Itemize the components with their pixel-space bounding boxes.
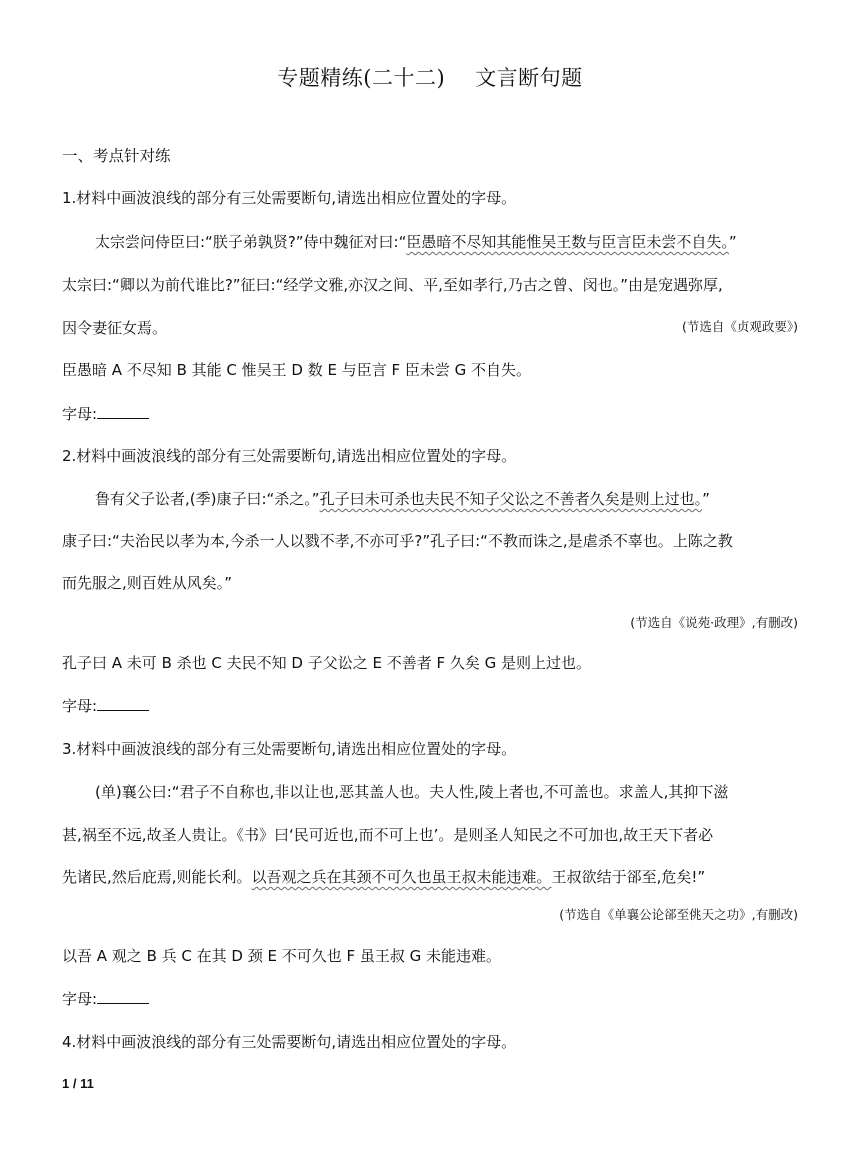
question-3-passage-line-1: (单)襄公曰:“君子不自称也,非以让也,恶其盖人也。夫人性,陵上者也,不可盖也。求盖人,其抑下滋 xyxy=(95,783,729,801)
answer-blank[interactable] xyxy=(97,404,149,419)
question-2-source: (节选自《说苑·政理》,有删改) xyxy=(630,615,798,630)
page-number: 1 / 11 xyxy=(62,1076,94,1091)
title-main: 专题精练(二十二) xyxy=(277,66,446,90)
question-3-answer xyxy=(62,988,798,1010)
answer-blank[interactable] xyxy=(97,696,149,711)
question-3-options: 以吾 A 观之 B 兵 C 在其 D 颈 E 不可久也 F 虽王叔 G 未能违难。 xyxy=(62,947,502,965)
question-1-prompt: 1.材料中画波浪线的部分有三处需要断句,请选出相应位置处的字母。 xyxy=(62,189,517,207)
answer-label: 字母: xyxy=(62,697,98,715)
question-1-wavy-text: 臣愚暗不尽知其能惟吴王数与臣言臣未尝不自失。 xyxy=(406,233,729,251)
question-2-options: 孔子曰 A 未可 B 杀也 C 夫民不知 D 子父讼之 E 不善者 F 久矣 G 是则上过也。 xyxy=(62,654,592,672)
question-1-options: 臣愚暗 A 不尽知 B 其能 C 惟吴王 D 数 E 与臣言 F 臣未尝 G 不自失。 xyxy=(62,361,532,379)
question-2-passage-line-2: 康子曰:“夫治民以孝为本,今杀一人以戮不孝,不亦可乎?”孔子曰:“不教而诛之,是虐杀不辜也。上陈之教 xyxy=(62,532,733,550)
question-2-passage-line-1: 鲁有父子讼者,(季)康子曰:“杀之。”孔子曰未可杀也夫民不知子父讼之不善者久矣是则上过也。” xyxy=(95,490,710,508)
answer-label: 字母: xyxy=(62,405,98,423)
question-3-passage-line-2: 甚,祸至不远,故圣人贵让。《书》曰‘民可近也,而不可上也’。是则圣人知民之不可加也,故王天下者必 xyxy=(62,826,714,844)
page-title xyxy=(0,62,860,92)
question-2-answer xyxy=(62,695,798,717)
question-3-prompt: 3.材料中画波浪线的部分有三处需要断句,请选出相应位置处的字母。 xyxy=(62,740,517,758)
question-1-source: (节选自《贞观政要》) xyxy=(681,319,798,334)
answer-blank[interactable] xyxy=(97,989,149,1004)
answer-label: 字母: xyxy=(62,990,98,1008)
question-2-wavy-text: 孔子曰未可杀也夫民不知子父讼之不善者久矣是则上过也。 xyxy=(319,490,703,508)
question-3-passage-line-3: 先诸民,然后庇焉,则能长利。以吾观之兵在其颈不可久也虽王叔未能违难。王叔欲结于郤至,危矣!” xyxy=(62,868,706,886)
question-2-passage-line-3: 而先服之,则百姓从风矣。” xyxy=(62,574,233,592)
question-1-passage-line-3: 因令妻征女焉。 xyxy=(62,319,168,337)
question-1-passage-line-2: 太宗曰:“卿以为前代谁比?”征曰:“经学文雅,亦汉之间、平,至如孝行,乃古之曾、闵也。”由是宠遇弥厚, xyxy=(62,276,723,294)
question-3-source: (节选自《单襄公论郤至佻天之功》,有删改) xyxy=(559,907,798,922)
question-2-prompt: 2.材料中画波浪线的部分有三处需要断句,请选出相应位置处的字母。 xyxy=(62,447,517,465)
question-3-wavy-text: 以吾观之兵在其颈不可久也虽王叔未能违难。 xyxy=(251,868,552,886)
question-4-prompt: 4.材料中画波浪线的部分有三处需要断句,请选出相应位置处的字母。 xyxy=(62,1033,517,1051)
question-1-passage-line-1: 太宗尝问侍臣曰:“朕子弟孰贤?”侍中魏征对曰:“臣愚暗不尽知其能惟吴王数与臣言臣未尝不自失。” xyxy=(95,233,737,251)
question-1-answer xyxy=(62,403,798,425)
title-topic: 文言断句题 xyxy=(475,66,583,90)
section-heading: 一、考点针对练 xyxy=(62,147,171,165)
